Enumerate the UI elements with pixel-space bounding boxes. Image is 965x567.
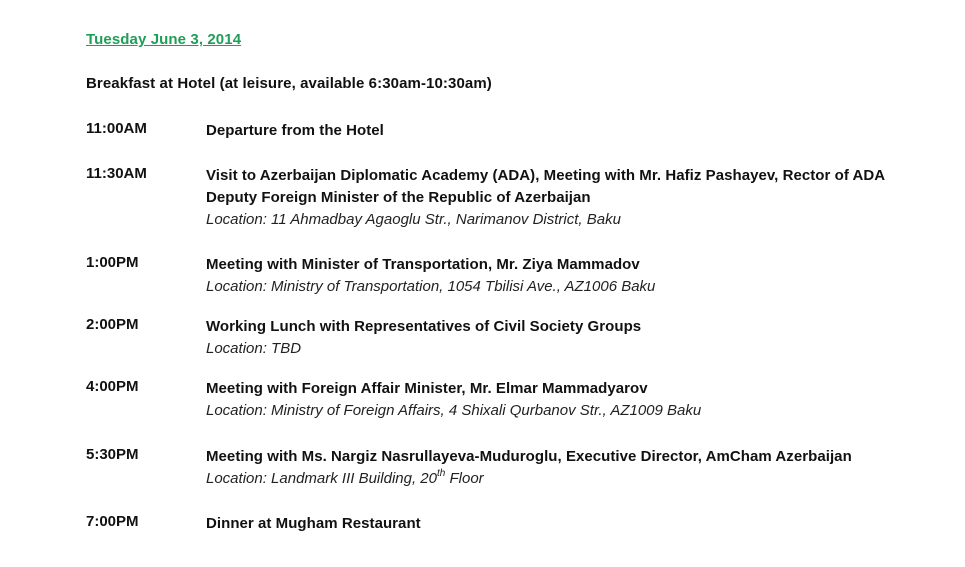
entry-location: Location: TBD [206, 340, 302, 357]
entry-title: Meeting with Minister of Transportation, Mr. Ziya Mammadov [206, 256, 640, 273]
entry-time: 1:00PM [86, 254, 139, 271]
entry-location [206, 468, 958, 490]
entry-title: Working Lunch with Representatives of Civil Society Groups [206, 318, 642, 335]
entry-location: Location: 11 Ahmadbay Agaoglu Str., Narimanov District, Baku [206, 211, 621, 228]
entry-location: Location: Ministry of Transportation, 1054 Tbilisi Ave., AZ1006 Baku [206, 278, 656, 295]
entry-time: 7:00PM [86, 513, 139, 530]
entry-time: 4:00PM [86, 378, 139, 395]
entry-title: Meeting with Ms. Nargiz Nasrullayeva-Muduroglu, Executive Director, AmCham Azerbaijan [206, 448, 852, 465]
entry-details [206, 446, 958, 490]
entry-title: Meeting with Foreign Affair Minister, Mr. Elmar Mammadyarov [206, 380, 648, 397]
breakfast-note: Breakfast at Hotel (at leisure, available 6:30am-10:30am) [86, 75, 492, 92]
entry-title: Visit to Azerbaijan Diplomatic Academy (ADA), Meeting with Mr. Hafiz Pashayev, Rector of ADA [206, 167, 886, 184]
entry-location: Location: Ministry of Foreign Affairs, 4 Shixali Qurbanov Str., AZ1009 Baku [206, 402, 702, 419]
entry-details [206, 254, 958, 298]
entry-title: Departure from the Hotel [206, 122, 384, 139]
entry-title-continued: Deputy Foreign Minister of the Republic of Azerbaijan [206, 189, 591, 206]
entry-details [206, 316, 958, 360]
entry-details [206, 378, 958, 422]
location-text-end: Floor [445, 470, 484, 487]
date-heading: Tuesday June 3, 2014 [86, 31, 242, 48]
entry-details [206, 165, 958, 231]
entry-title: Dinner at Mugham Restaurant [206, 515, 421, 532]
entry-time: 5:30PM [86, 446, 139, 463]
location-text: Location: Landmark III Building, 20 [206, 470, 437, 487]
entry-time: 11:00AM [86, 120, 147, 137]
entry-time: 11:30AM [86, 165, 147, 182]
entry-details [206, 120, 958, 142]
entry-details [206, 513, 958, 535]
ordinal-suffix: th [436, 468, 446, 479]
entry-time: 2:00PM [86, 316, 139, 333]
